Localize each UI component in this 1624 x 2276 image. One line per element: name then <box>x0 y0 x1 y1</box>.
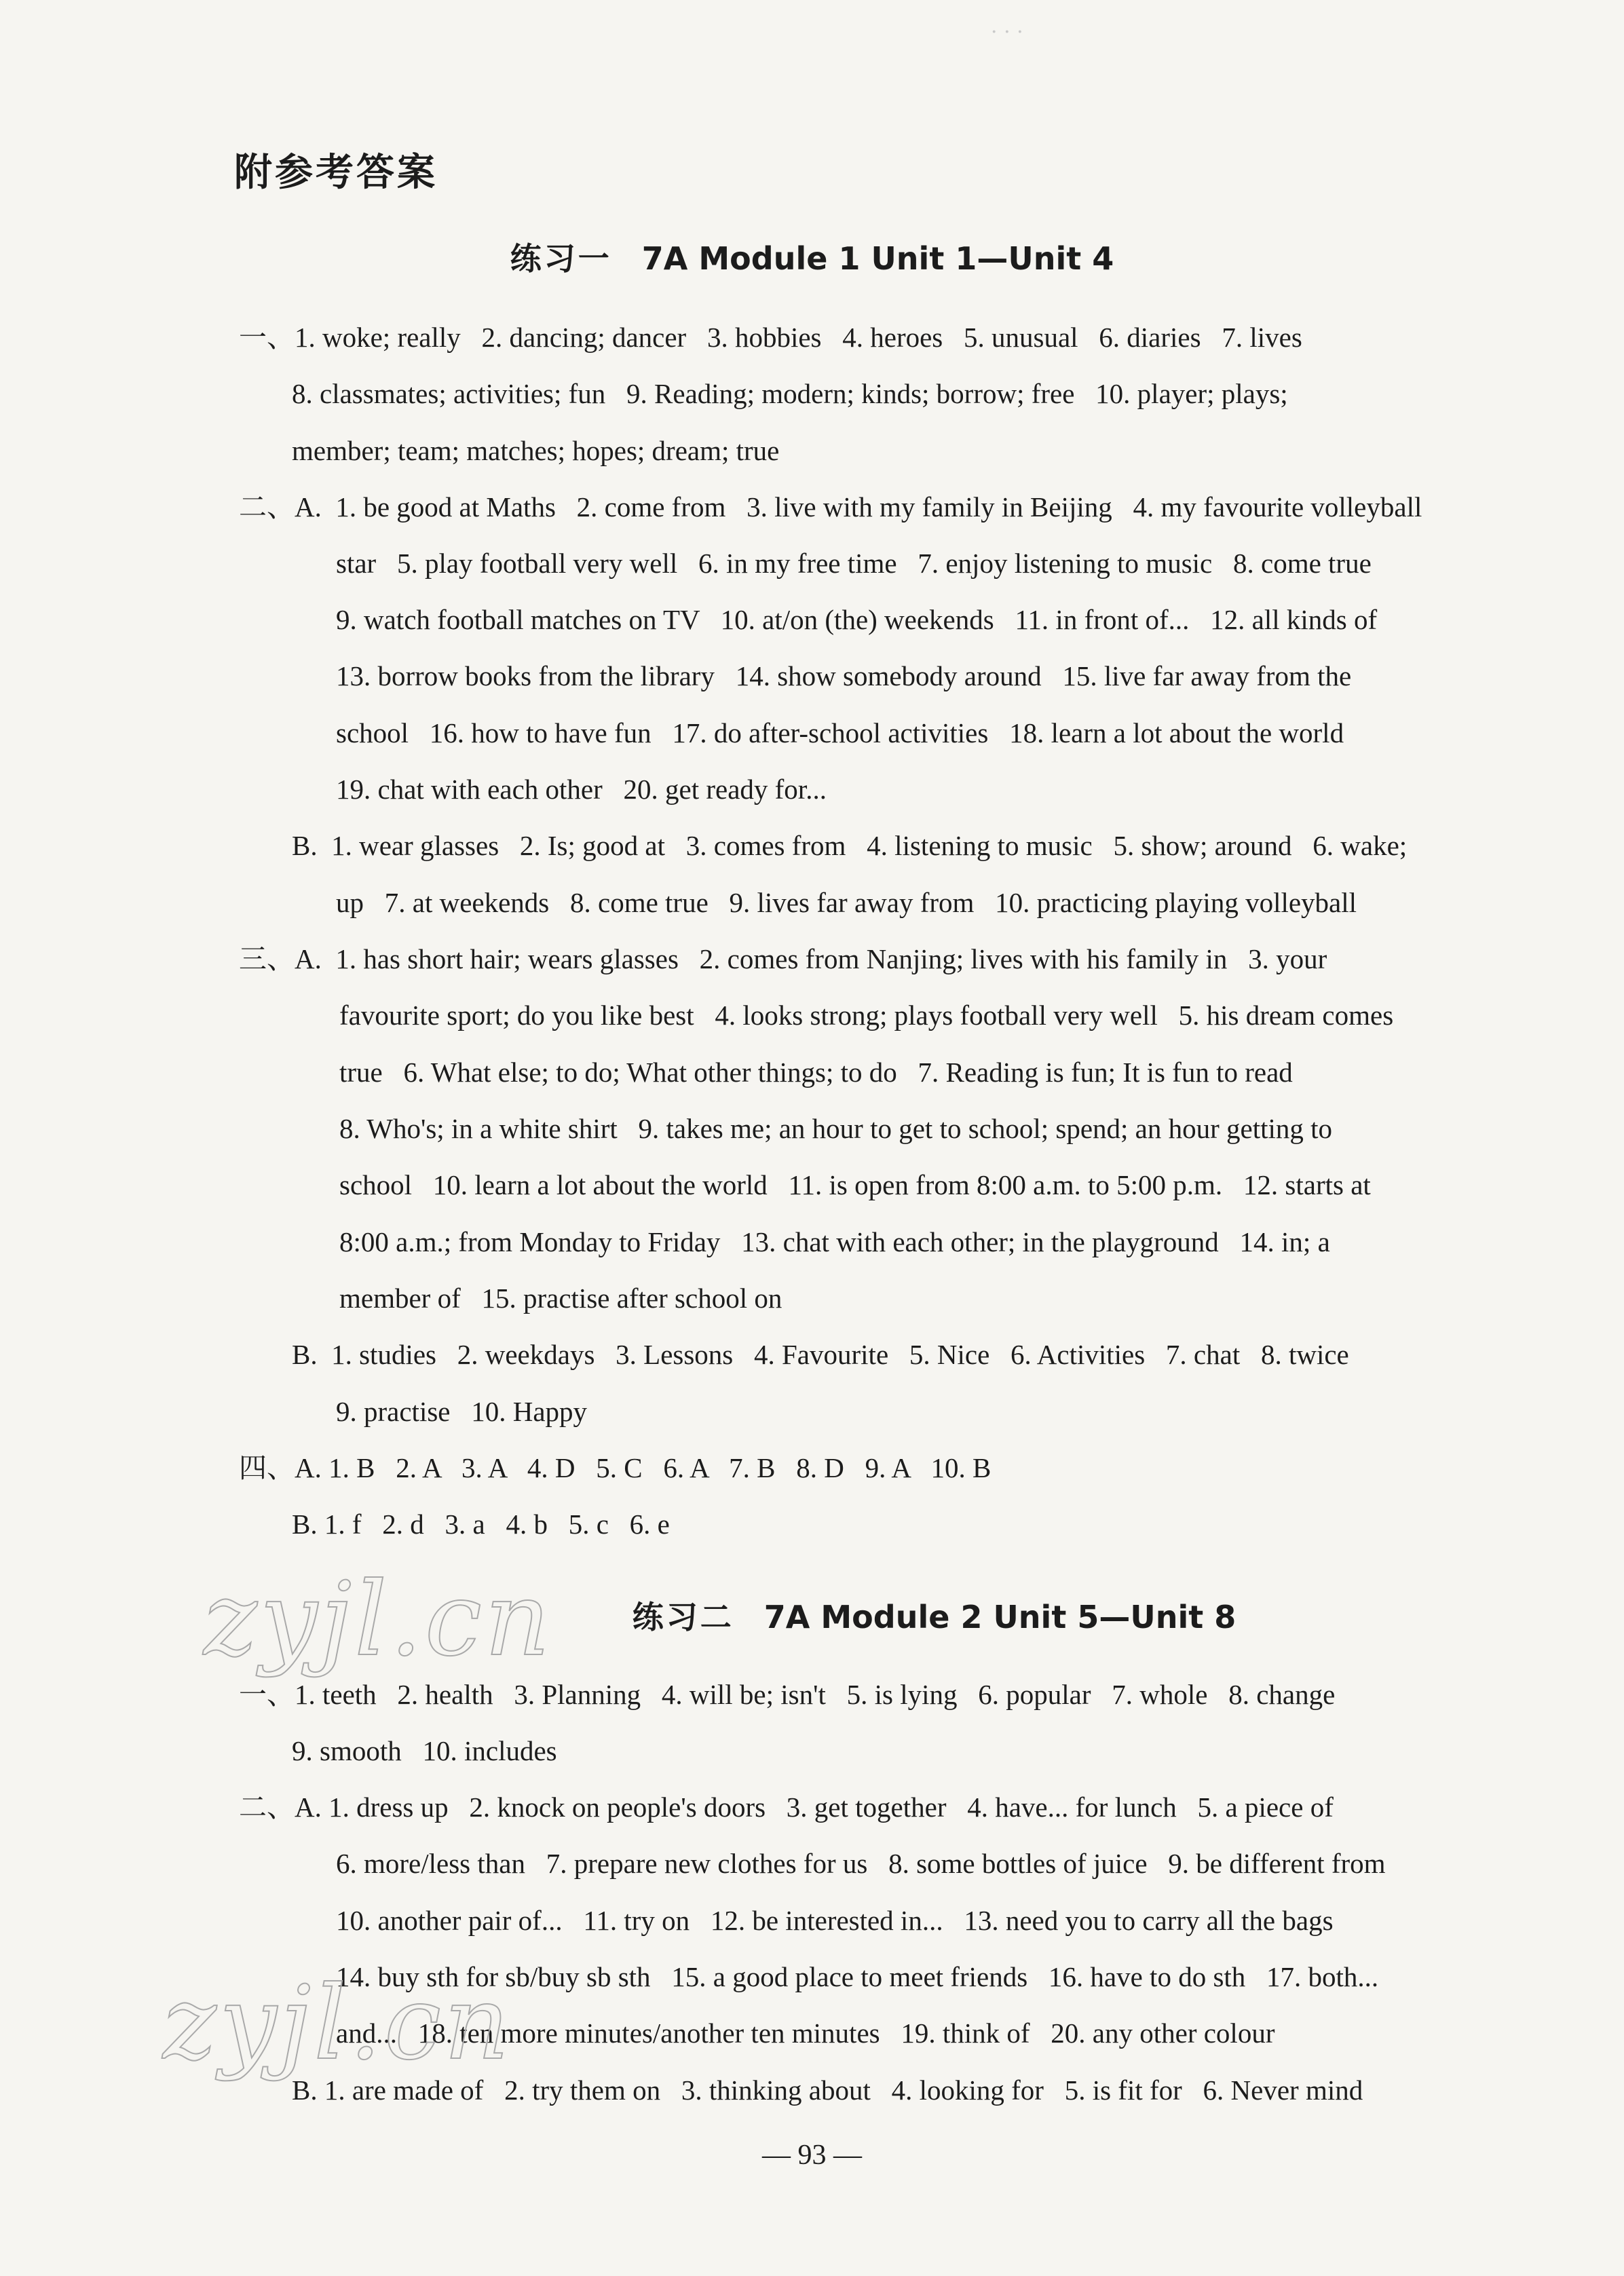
page-number: — 93 — <box>762 2140 862 2171</box>
answer-line: 一、1. woke; really 2. dancing; dancer 3. hobbies 4. heroes 5. unusual 6. diaries 7. lives <box>239 322 1302 353</box>
answer-line: 四、A. 1. B 2. A 3. A 4. D 5. C 6. A 7. B 8. D 9. A 10. B <box>239 1452 992 1483</box>
answer-line: favourite sport; do you like best 4. looks strong; plays football very well 5. his dream comes <box>339 1000 1394 1031</box>
answer-line: 8. Who's; in a white shirt 9. takes me; an hour to get to school; spend; an hour getting to <box>339 1113 1333 1144</box>
answer-line: 8. classmates; activities; fun 9. Reading; modern; kinds; borrow; free 10. player; plays; <box>292 378 1288 409</box>
answer-line: 9. watch football matches on TV 10. at/on (the) weekends 11. in front of... 12. all kinds of <box>336 604 1378 635</box>
answer-line: school 16. how to have fun 17. do after-school activities 18. learn a lot about the world <box>336 717 1344 748</box>
answer-line: B. 1. wear glasses 2. Is; good at 3. comes from 4. listening to music 5. show; around 6. wake; <box>292 830 1408 861</box>
doc-title: 附参考答案 <box>234 150 438 195</box>
section-title-2 <box>122 1593 1624 1637</box>
answer-line: 6. more/less than 7. prepare new clothes for us 8. some bottles of juice 9. be different from <box>336 1848 1386 1879</box>
answer-line: 14. buy sth for sb/buy sb sth 15. a good place to meet friends 16. have to do sth 17. both... <box>336 1961 1379 1992</box>
section-1-en: 7A Module 1 Unit 1—Unit 4 <box>641 240 1114 277</box>
answer-line: 8:00 a.m.; from Monday to Friday 13. chat with each other; in the playground 14. in; a <box>339 1226 1330 1257</box>
answer-line: 19. chat with each other 20. get ready for... <box>336 774 827 805</box>
answer-line: 三、A. 1. has short hair; wears glasses 2. comes from Nanjing; lives with his family in 3. your <box>239 943 1327 974</box>
section-title-1 <box>0 234 1624 279</box>
watermark-logo: zyjl.cn <box>204 1561 553 1679</box>
answer-line: 一、1. teeth 2. health 3. Planning 4. will be; isn't 5. is lying 6. popular 7. whole 8. change <box>239 1679 1336 1710</box>
bleed-through-mark: · · · <box>991 20 1023 44</box>
answer-line: star 5. play football very well 6. in my free time 7. enjoy listening to music 8. come true <box>336 548 1372 579</box>
answer-line: 9. smooth 10. includes <box>292 1735 557 1766</box>
answer-line: 13. borrow books from the library 14. show somebody around 15. live far away from the <box>336 660 1352 691</box>
answer-line: school 10. learn a lot about the world 11. is open from 8:00 a.m. to 5:00 p.m. 12. starts at <box>339 1169 1371 1200</box>
section-2-cn: 练习二 <box>632 1599 734 1635</box>
answer-line: 二、A. 1. dress up 2. knock on people's doors 3. get together 4. have... for lunch 5. a piece of <box>239 1791 1334 1823</box>
answer-line: 10. another pair of... 11. try on 12. be interested in... 13. need you to carry all the bags <box>336 1905 1334 1936</box>
answer-line: 二、A. 1. be good at Maths 2. come from 3. live with my family in Beijing 4. my favourite volleyball <box>239 491 1422 523</box>
answer-line: B. 1. are made of 2. try them on 3. thinking about 4. looking for 5. is fit for 6. Never mind <box>292 2074 1363 2106</box>
answer-line: and... 18. ten more minutes/another ten minutes 19. think of 20. any other colour <box>336 2017 1275 2049</box>
answer-line: B. 1. studies 2. weekdays 3. Lessons 4. Favourite 5. Nice 6. Activities 7. chat 8. twice <box>292 1339 1349 1370</box>
answer-line: 9. practise 10. Happy <box>336 1396 588 1427</box>
answer-line: B. 1. f 2. d 3. a 4. b 5. c 6. e <box>292 1509 670 1540</box>
section-1-cn: 练习一 <box>510 240 612 277</box>
section-2-en: 7A Module 2 Unit 5—Unit 8 <box>763 1599 1236 1635</box>
watermark-logo: zyjl.cn <box>163 1965 512 2083</box>
answer-line: member of 15. practise after school on <box>339 1283 782 1314</box>
answer-line: true 6. What else; to do; What other things; to do 7. Reading is fun; It is fun to read <box>339 1057 1293 1088</box>
answer-line: up 7. at weekends 8. come true 9. lives far away from 10. practicing playing volleyball <box>336 887 1357 918</box>
answer-line: member; team; matches; hopes; dream; true <box>292 435 780 466</box>
